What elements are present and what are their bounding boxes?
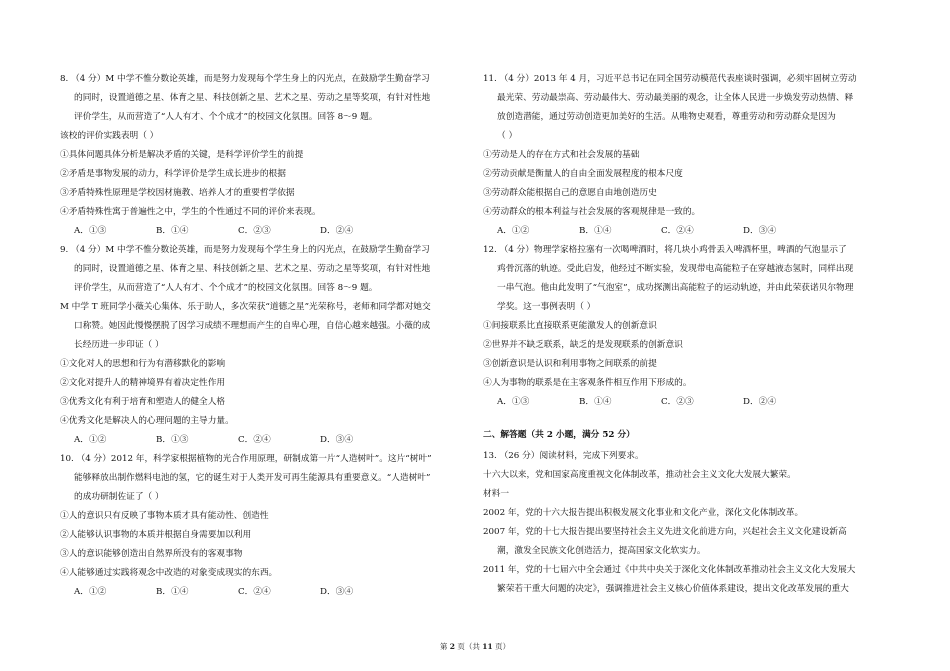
q10-options [60, 583, 465, 602]
q12-option-d: D．②④ [743, 397, 777, 407]
q8-option-b: B．①④ [156, 226, 189, 236]
q10-item-3: ③人的意识能够创造出自然界所没有的客观事物 [60, 549, 243, 559]
q9-line-3: 评价学生，从而营造了“人人有才、个个成才”的校园文化氛围。回答 8～9 题。 [74, 283, 378, 293]
q13-material-label: 材料一 [483, 489, 510, 499]
q10-line-2: 能够释放出制作燃料电池的氢，它的诞生对于人类开发可再生能源具有重要意义。“人造树叶” [74, 473, 431, 483]
section-title: 二、解答题（共 2 小题，满分 52 分） [483, 430, 635, 440]
footer-page-number: 2 [449, 642, 455, 651]
q13-entry-2007-line-1: 2007 年，党的十七大报告提出要坚持社会主义先进文化前进方向，兴起社会主义文化建设新高 [483, 527, 847, 537]
q11-option-c: C．②④ [661, 226, 694, 236]
q10-option-b: B．①④ [156, 587, 189, 597]
q10-line-1: 10. （4 分）2012 年，科学家根据植物的光合作用原理，研制成第一片“人造树叶”。这片“树叶” [60, 454, 432, 464]
footer-prefix: 第 [439, 642, 450, 651]
q13-entry-2002: 2002 年，党的十六大报告提出积极发展文化事业和文化产业，深化文化体制改革。 [483, 508, 804, 518]
q11-options [483, 222, 891, 241]
q8-options [60, 222, 465, 241]
q11-line-4: （ ） [497, 131, 518, 141]
q11-item-1: ①劳动是人的存在方式和社会发展的基础 [483, 150, 640, 160]
q11-option-a: A．①② [497, 226, 530, 236]
q8-item-1: ①具体问题具体分析是解决矛盾的关键，是科学评价学生的前提 [60, 150, 304, 160]
q10-line-3: 的成功研制佐证了（ ） [74, 492, 164, 502]
q12-item-3: ③创新意识是认识和利用事物之间联系的前提 [483, 359, 657, 369]
q8-line-3: 评价学生，从而营造了“人人有才、个个成才”的校园文化氛围。回答 8～9 题。 [74, 112, 378, 122]
q9-item-3: ③优秀文化有利于培育和塑造人的健全人格 [60, 397, 226, 407]
q8-line-1: 8. （4 分）M 中学不惟分数论英雄，而是努力发现每个学生身上的闪光点，在鼓励学生勤奋学习 [60, 74, 430, 84]
q9-material-3: 长经历进一步印证（ ） [74, 340, 164, 350]
q8-item-2: ②矛盾是事物发展的动力，科学评价是学生成长进步的根据 [60, 169, 286, 179]
q11-item-3: ③劳动群众能根据自己的意愿自由地创造历史 [483, 188, 657, 198]
q9-option-d: D．③④ [320, 435, 354, 445]
q8-line-2: 的同时，设置道德之星、体育之星、科技创新之星、艺术之星、劳动之星等奖项，有针对性地 [74, 93, 431, 103]
q8-option-d: D．②④ [320, 226, 354, 236]
q13-entry-2011-line-2: 繁荣若干重大问题的决定》，强调推进社会主义核心价值体系建设，提出文化改革发展的重大 [497, 584, 849, 594]
question-13 [483, 447, 891, 599]
q12-item-4: ④人为事物的联系是在主客观条件相互作用下形成的。 [483, 378, 692, 388]
q11-item-2: ②劳动贡献是衡量人的自由全面发展程度的根本尺度 [483, 169, 683, 179]
footer-suffix: 页） [492, 642, 511, 651]
q9-line-2: 的同时，设置道德之星、体育之星、科技创新之星、艺术之星、劳动之星等奖项，有针对性地 [74, 264, 431, 274]
right-column [483, 70, 891, 599]
q9-material-2: 口称赞。她因此慢慢摆脱了因学习成绩不理想而产生的自卑心理，自信心越来越强。小薇的成 [74, 321, 431, 331]
question-12 [483, 241, 891, 412]
q8-item-4: ④矛盾特殊性寓于普遍性之中，学生的个性通过不同的评价来表现。 [60, 207, 321, 217]
question-10 [60, 450, 465, 602]
q12-options [483, 393, 891, 412]
q12-line-1: 12. （4 分）物理学家格拉塞有一次喝啤酒时，将几块小鸡骨丢入啤酒杯里，啤酒的气泡显示了 [483, 245, 847, 255]
q12-option-b: B．①④ [579, 397, 612, 407]
q9-option-c: C．②④ [238, 435, 271, 445]
q9-line-1: 9. （4 分）M 中学不惟分数论英雄，而是努力发现每个学生身上的闪光点，在鼓励学生勤奋学习 [60, 245, 430, 255]
q12-line-2: 鸡骨沉落的轨迹。受此启发，他经过不断实验，发现带电高能粒子在穿越液态氢时，同样出现 [497, 264, 854, 274]
q9-option-b: B．①③ [156, 435, 189, 445]
q11-option-d: D．③④ [743, 226, 777, 236]
footer-total-pages: 11 [482, 642, 493, 651]
q10-item-2: ②人能够认识事物的本质并根据自身需要加以利用 [60, 530, 252, 540]
q8-item-3: ③矛盾特殊性原理是学校因材施教、培养人才的重要哲学依据 [60, 188, 295, 198]
q12-line-3: 一串气泡。他由此发明了“气泡室”，成功探测出高能粒子的运动轨迹，并由此荣获诺贝尔物理 [497, 283, 854, 293]
q9-option-a: A．①② [74, 435, 107, 445]
question-11 [483, 70, 891, 241]
q11-line-3: 放创造潜能，通过劳动创造更加美好的生活。从唯物史观看，尊重劳动和劳动群众是因为 [497, 112, 836, 122]
q11-item-4: ④劳动群众的根本利益与社会发展的客观规律是一致的。 [483, 207, 701, 217]
footer-mid: 页（共 [455, 642, 483, 651]
left-column [60, 70, 465, 602]
q8-option-c: C．②③ [238, 226, 271, 236]
q12-option-a: A．①③ [497, 397, 530, 407]
q10-option-a: A．①② [74, 587, 107, 597]
q9-material-1: M 中学 T 班同学小薇关心集体、乐于助人，多次荣获“道德之星”光荣称号，老师和同学都对她交 [60, 302, 431, 312]
q10-option-c: C．②④ [238, 587, 271, 597]
page-footer [0, 641, 950, 652]
question-8 [60, 70, 465, 241]
q10-option-d: D．③④ [320, 587, 354, 597]
q12-item-1: ①间接联系比直接联系更能激发人的创新意识 [483, 321, 657, 331]
q13-entry-2007-line-2: 潮，激发全民族文化创造活力，提高国家文化软实力。 [497, 546, 706, 556]
q9-item-4: ④优秀文化是解决人的心理问题的主导力量。 [60, 416, 234, 426]
q9-item-2: ②文化对提升人的精神境界有着决定性作用 [60, 378, 226, 388]
q12-item-2: ②世界并不缺乏联系，缺乏的是发现联系的创新意识 [483, 340, 683, 350]
q13-intro: 十六大以来，党和国家高度重视文化体制改革，推动社会主义文化大发展大繁荣。 [483, 470, 796, 480]
q12-line-4: 学奖。这一事例表明（ ） [497, 302, 596, 312]
q11-line-1: 11. （4 分）2013 年 4 月，习近平总书记在同全国劳动模范代表座谈时强调，必须牢固树立劳动 [483, 74, 857, 84]
q11-option-b: B．①④ [579, 226, 612, 236]
question-9 [60, 241, 465, 450]
q8-stem: 该校的评价实践表明（ ） [60, 131, 159, 141]
q13-head: 13. （26 分）阅读材料，完成下列要求。 [483, 451, 644, 461]
q13-entry-2011-line-1: 2011 年，党的十七届六中全会通过《中共中央关于深化文化体制改革推动社会主义文化大发展大 [483, 565, 856, 575]
q10-item-4: ④人能够通过实践将观念中改造的对象变成现实的东西。 [60, 568, 278, 578]
q10-item-1: ①人的意识只有反映了事物本质才具有能动性、创造性 [60, 511, 269, 521]
q12-option-c: C．②③ [661, 397, 694, 407]
q11-line-2: 最光荣、劳动最崇高、劳动最伟大、劳动最美丽的观念，让全体人民进一步焕发劳动热情、释 [497, 93, 854, 103]
q9-item-1: ①文化对人的思想和行为有潜移默化的影响 [60, 359, 226, 369]
q8-option-a: A．①③ [74, 226, 107, 236]
q9-options [60, 431, 465, 450]
